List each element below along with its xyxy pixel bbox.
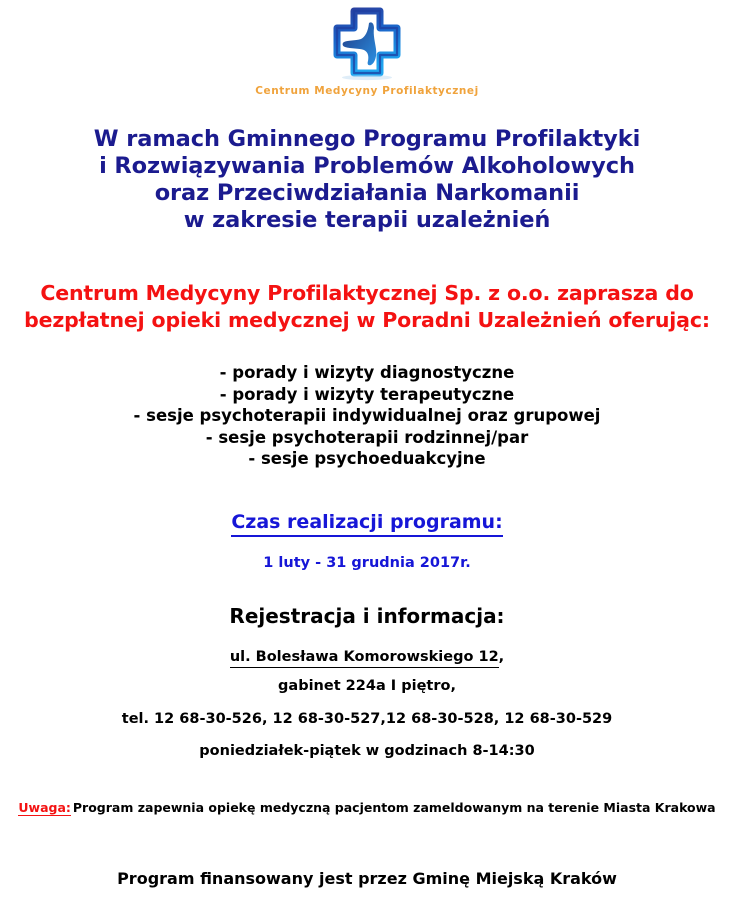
registration-hours: poniedziałek-piątek w godzinach 8-14:30: [199, 743, 535, 759]
service-item: - sesje psychoterapii indywidualnej oraz grupowej: [133, 406, 601, 425]
logo-block: [0, 6, 734, 97]
invitation-text: [0, 280, 734, 334]
service-item: - sesje psychoeduakcyjne: [248, 449, 486, 468]
notice-label: Uwaga:: [18, 800, 71, 815]
service-item: - porady i wizyty diagnostyczne: [219, 363, 515, 382]
page-title-line-2: i Rozwiązywania Problemów Alkoholowych: [99, 153, 635, 179]
services-list: [0, 362, 734, 470]
service-item: - porady i wizyty terapeutyczne: [219, 384, 515, 404]
funding-line: Program finansowany jest przez Gminę Miejską Kraków: [117, 869, 617, 888]
registration-address-comma: ,: [498, 649, 505, 665]
page-title-line-1: W ramach Gminnego Programu Profilaktyki: [93, 126, 641, 152]
page-title-line-3: oraz Przeciwdziałania Narkomanii: [154, 180, 580, 206]
service-item: - sesje psychoterapii rodzinnej/par: [205, 427, 529, 447]
registration-address: [0, 648, 734, 668]
invitation-line-1: Centrum Medycyny Profilaktycznej Sp. z o.o. zaprasza do: [40, 281, 694, 305]
medical-cross-with-dove-icon: [321, 6, 413, 82]
invitation-line-2: bezpłatnej opieki medycznej w Poradni Uzależnień oferując:: [24, 308, 710, 332]
notice-line: [0, 799, 734, 816]
program-period-heading: [0, 511, 734, 537]
page-title: [0, 126, 734, 234]
page-title-line-4: w zakresie terapii uzależnień: [183, 207, 551, 233]
registration-heading: Rejestracja i informacja:: [229, 604, 505, 628]
registration-address-street: ul. Bolesława Komorowskiego 12: [230, 648, 499, 668]
program-period-dates: 1 luty - 31 grudnia 2017r.: [263, 555, 471, 571]
logo-caption: Centrum Medycyny Profilaktycznej: [255, 85, 479, 97]
notice-text: Program zapewnia opiekę medyczną pacjentom zameldowanym na terenie Miasta Krakowa: [72, 800, 716, 815]
registration-office: gabinet 224a I piętro,: [278, 678, 456, 694]
registration-phones: tel. 12 68-30-526, 12 68-30-527,12 68-30-528, 12 68-30-529: [121, 711, 613, 727]
program-period-heading-text: Czas realizacji programu:: [231, 511, 502, 537]
